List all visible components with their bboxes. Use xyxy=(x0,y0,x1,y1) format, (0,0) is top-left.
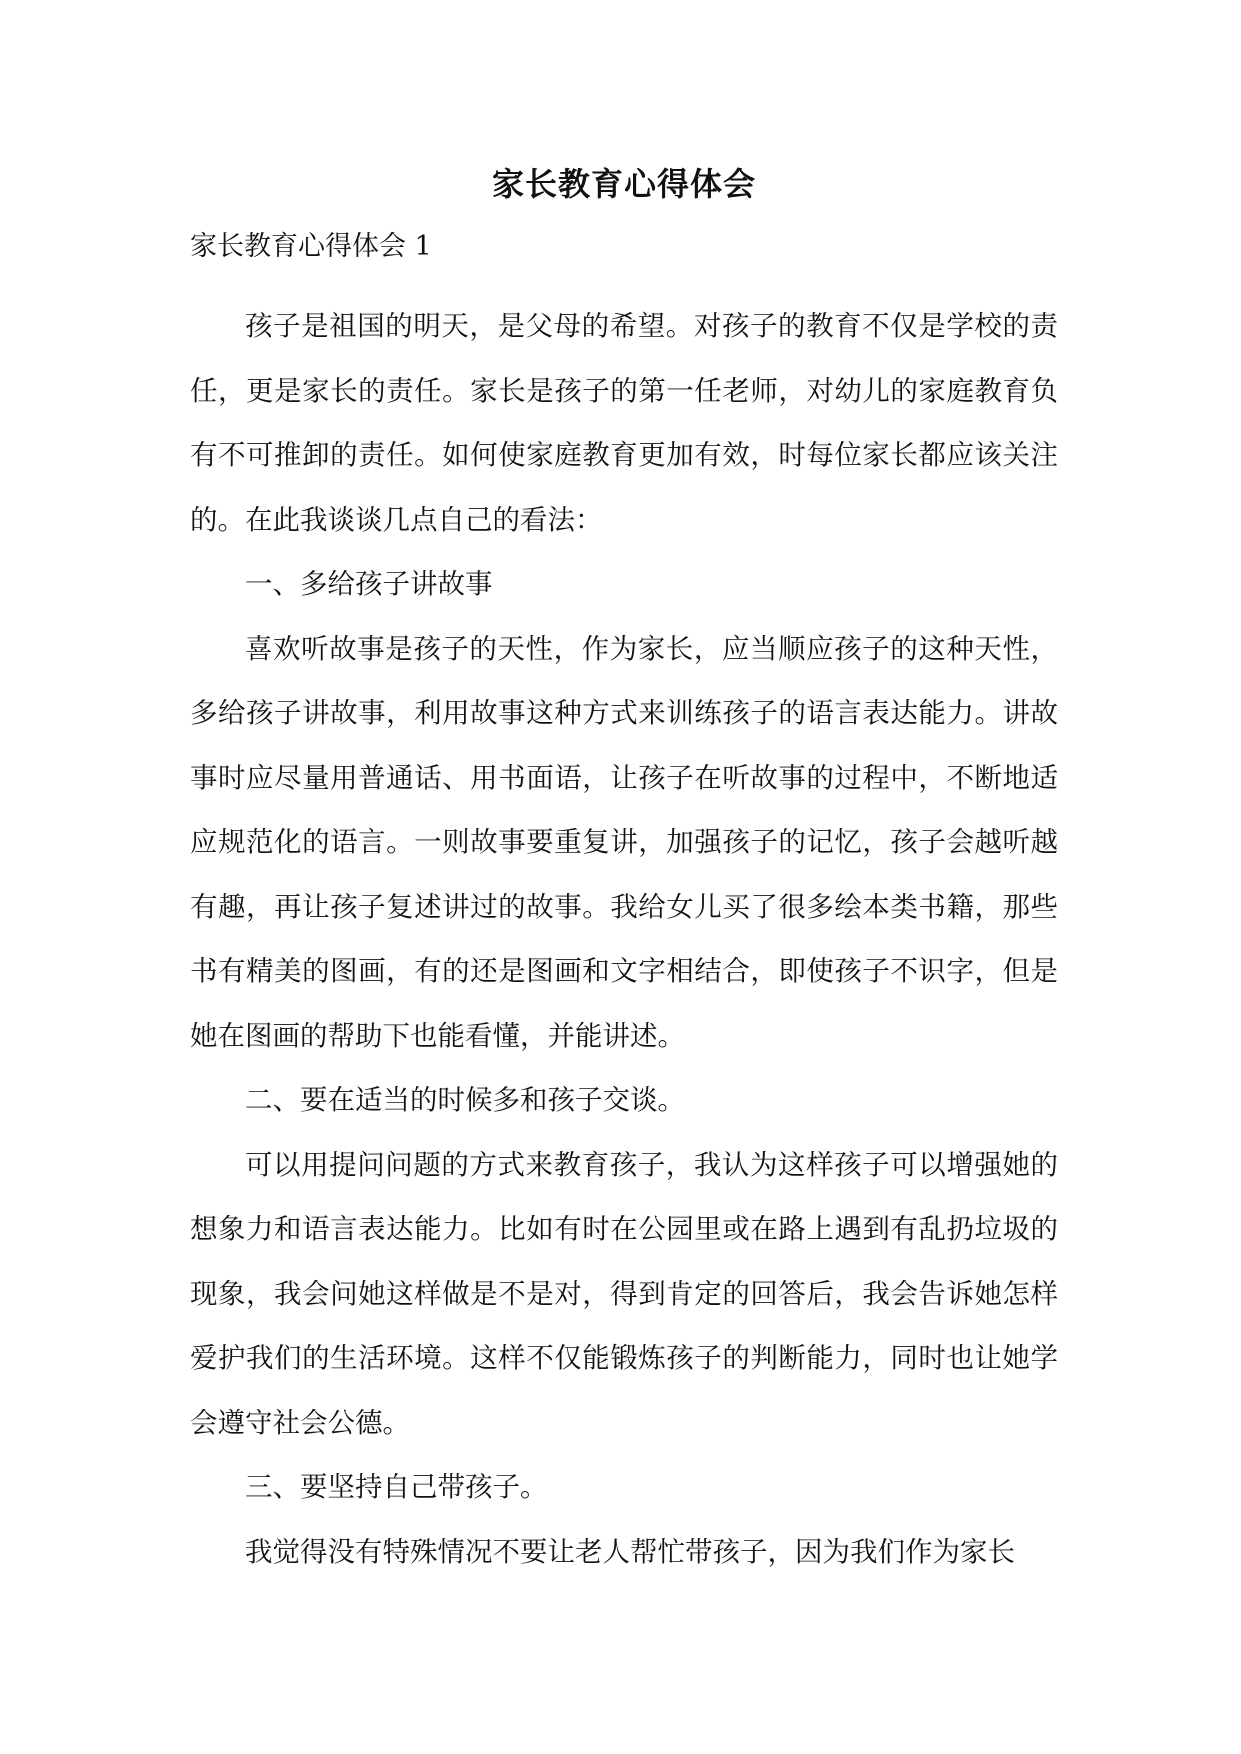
intro-paragraph: 孩子是祖国的明天，是父母的希望。对孩子的教育不仅是学校的责任，更是家长的责任。家长是孩子的第一任老师，对幼儿的家庭教育负有不可推卸的责任。如何使家庭教育更加有效，时每位家长都应该关注的。在此我谈谈几点自己的看法： xyxy=(190,310,1058,536)
document-subtitle: 家长教育心得体会 1 xyxy=(190,231,432,262)
section-heading-2: 二、要在适当的时候多和孩子交谈。 xyxy=(245,1084,685,1116)
section-heading-1: 一、多给孩子讲故事 xyxy=(245,568,493,600)
document-title: 家长教育心得体会 xyxy=(491,165,756,203)
document-page xyxy=(190,160,1058,1584)
section-3-paragraph: 我觉得没有特殊情况不要让老人帮忙带孩子，因为我们作为家长 xyxy=(245,1535,1015,1568)
section-heading-3: 三、要坚持自己带孩子。 xyxy=(245,1471,548,1503)
section-2-paragraph: 可以用提问问题的方式来教育孩子，我认为这样孩子可以增强她的想象力和语言表达能力。比如有时在公园里或在路上遇到有乱扔垃圾的现象，我会问她这样做是不是对，得到肯定的回答后，我会告诉她怎样爱护我们的生活环境。这样不仅能锻炼孩子的判断能力，同时也让她学会遵守社会公德。 xyxy=(190,1148,1058,1439)
section-1-paragraph: 喜欢听故事是孩子的天性，作为家长，应当顺应孩子的这种天性，多给孩子讲故事，利用故事这种方式来训练孩子的语言表达能力。讲故事时应尽量用普通话、用书面语，让孩子在听故事的过程中，不断地适应规范化的语言。一则故事要重复讲，加强孩子的记忆，孩子会越听越有趣，再让孩子复述讲过的故事。我给女儿买了很多绘本类书籍，那些书有精美的图画，有的还是图画和文字相结合，即使孩子不识字，但是她在图画的帮助下也能看懂，并能讲述。 xyxy=(190,632,1058,1052)
